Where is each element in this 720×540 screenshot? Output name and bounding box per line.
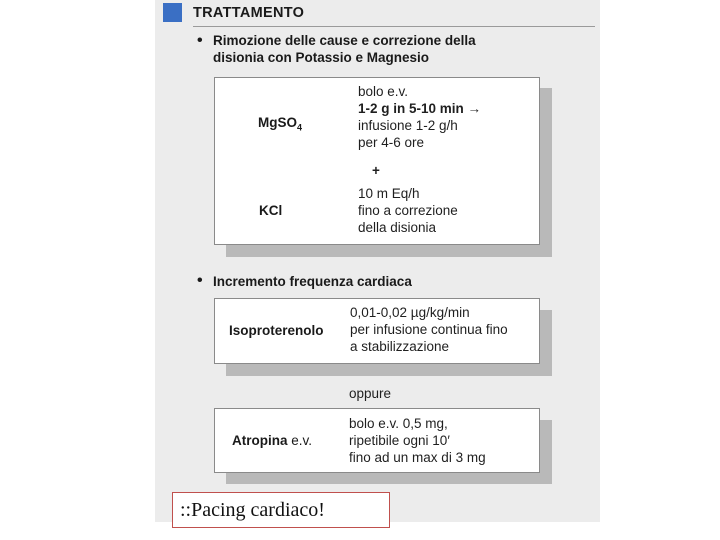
atropina-dose [349, 415, 486, 466]
section-marker-square [163, 3, 182, 22]
atropina-label: Atropina e.v. [232, 433, 313, 448]
mgso4-line: per 4-6 ore [358, 135, 425, 150]
mgso4-line: bolo e.v. [358, 84, 409, 99]
mgso4-line: infusione 1-2 g/h [358, 118, 458, 133]
bullet-dot: • [197, 32, 203, 49]
kcl-line: fino a correzione [358, 203, 458, 218]
bullet-line-2: disionia con Potassio e Magnesio [213, 50, 430, 65]
kcl-line: 10 m Eq/h [358, 186, 420, 201]
atropina-line: fino ad un max di 3 mg [349, 450, 486, 465]
kcl-label: KCl [259, 203, 283, 218]
page-title: TRATTAMENTO [193, 5, 305, 21]
mgso4-label: MgSO$_4$ [258, 115, 303, 133]
bullet-rimozione [213, 32, 476, 66]
isoproterenolo-line: a stabilizzazione [350, 339, 450, 354]
mgso4-dose [358, 83, 481, 151]
isoproterenolo-line: per infusione continua fino [350, 322, 508, 337]
atropina-line: bolo e.v. 0,5 mg, [349, 416, 448, 431]
oppure-text: oppure [349, 386, 392, 401]
isoproterenolo-dose [350, 304, 508, 355]
mgso4-line: 1-2 g in 5-10 min → [358, 101, 482, 116]
pacing-cardiaco-callout: ::Pacing cardiaco! [172, 492, 390, 528]
title-divider [193, 26, 595, 27]
bullet-incremento: Incremento frequenza cardiaca [213, 274, 412, 289]
isoproterenolo-label: Isoproterenolo [229, 323, 324, 338]
plus-sign: + [372, 163, 380, 178]
bullet-line-1: Rimozione delle cause e correzione della [213, 33, 476, 48]
atropina-line: ripetibile ogni 10′ [349, 433, 450, 448]
kcl-dose [358, 185, 458, 236]
bullet-dot: • [197, 272, 203, 289]
isoproterenolo-line: 0,01-0,02 µg/kg/min [350, 305, 470, 320]
kcl-line: della disionia [358, 220, 437, 235]
